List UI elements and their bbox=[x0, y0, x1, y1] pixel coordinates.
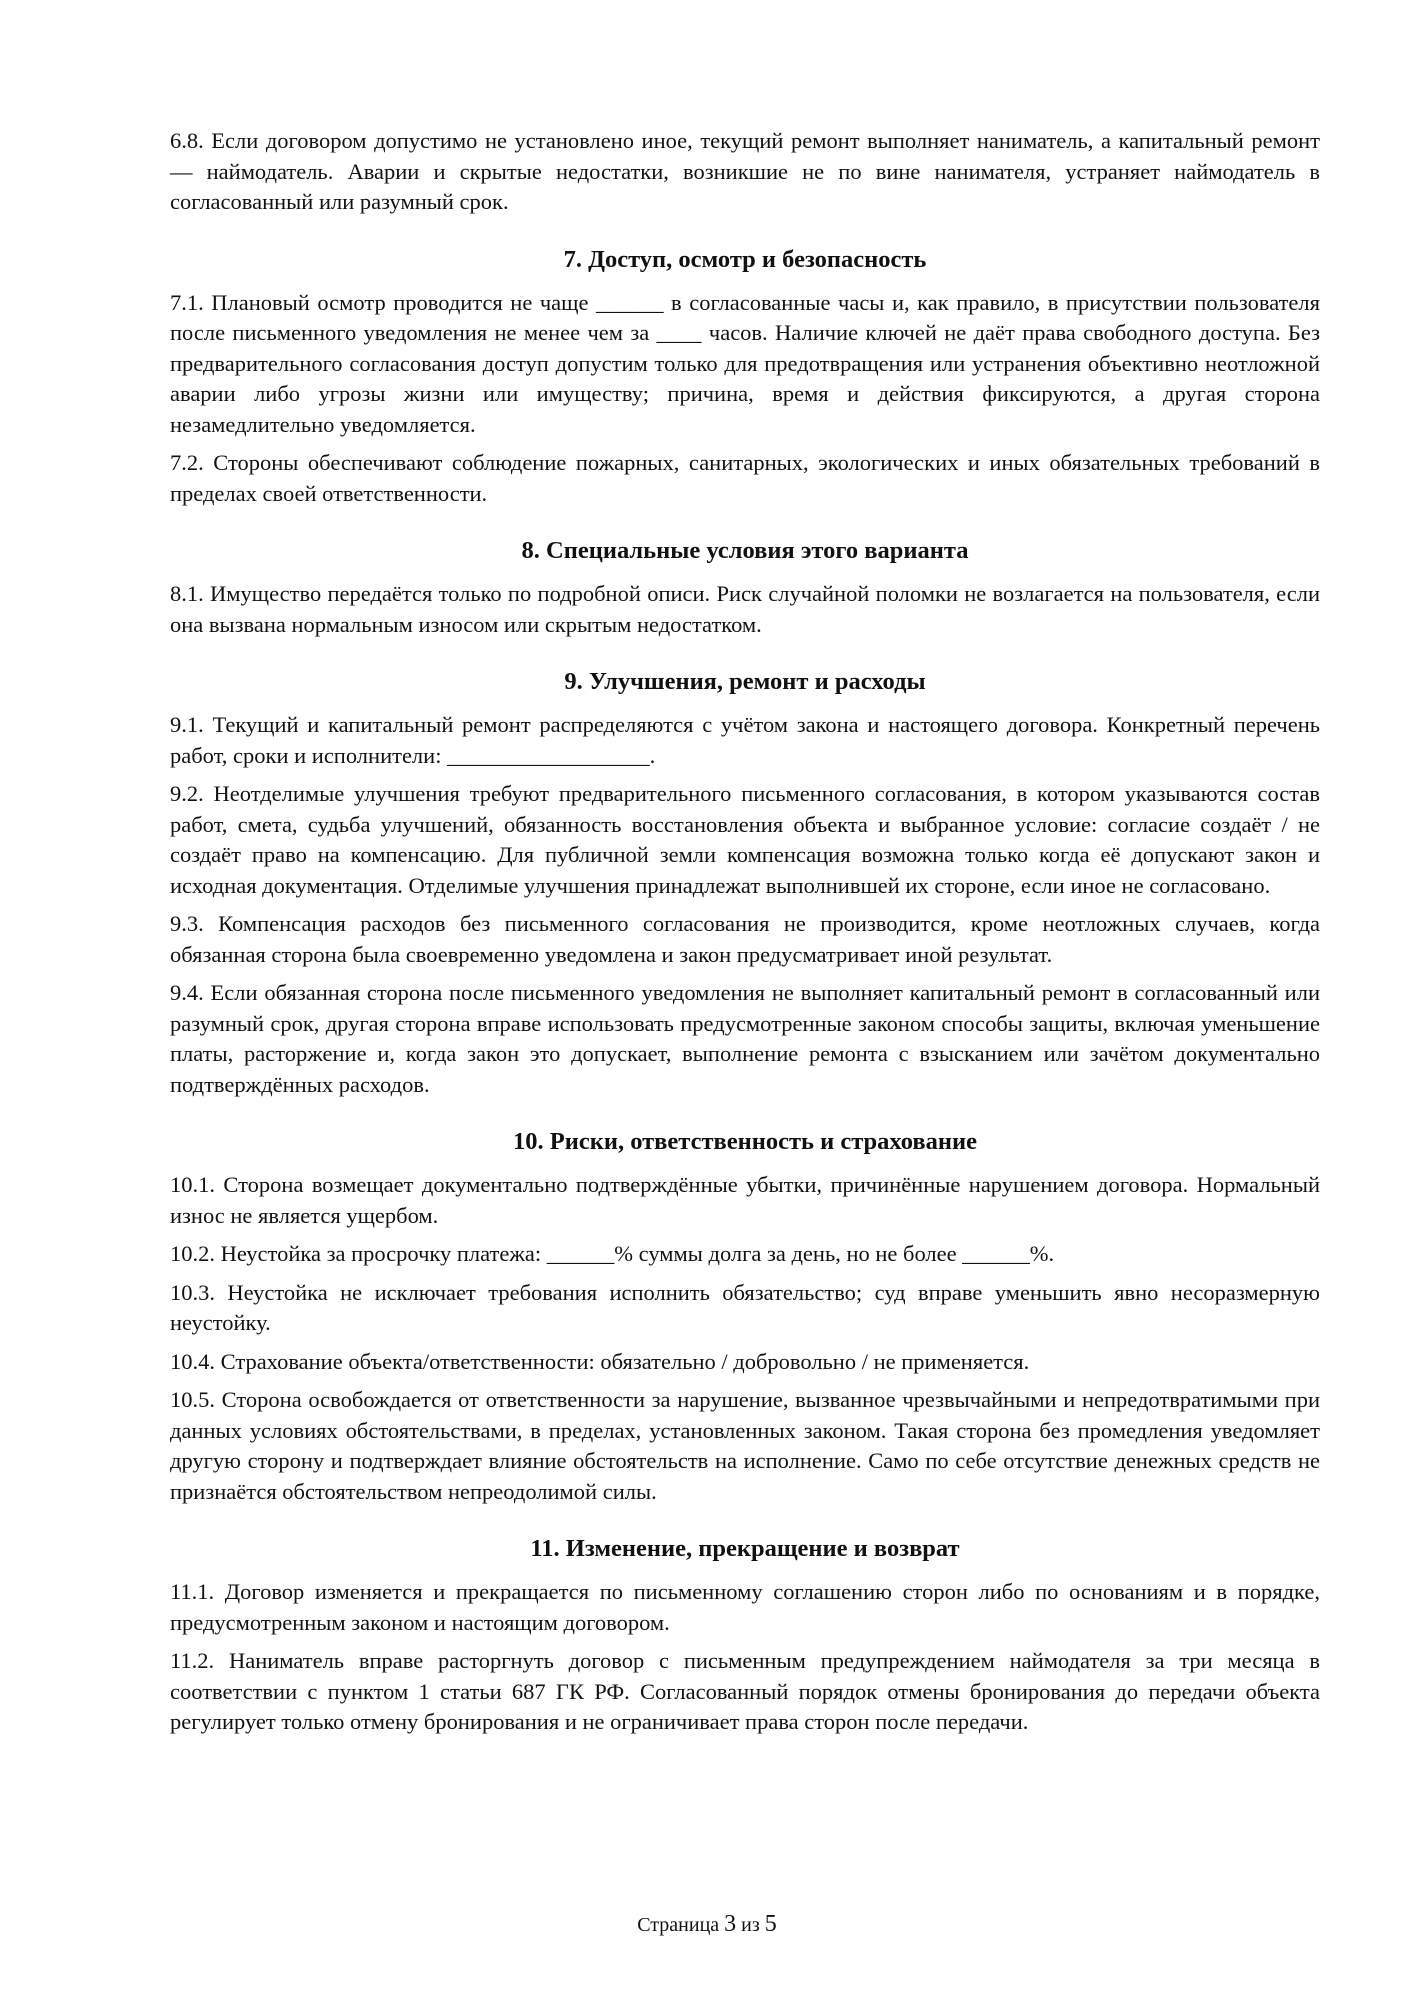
document-page bbox=[170, 126, 1320, 1746]
clause-9-4: 9.4. Если обязанная сторона после письменного уведомления не выполняет капитальный ремонт в согласованный или разумный срок, другая сторона вправе использовать предусмотренные законом способы защиты, включая уменьшение платы, расторжение и, когда закон это допускает, выполнение ремонта с взысканием или зачётом документально подтверждённых расходов. bbox=[170, 980, 1320, 1097]
section-heading-7: 7. Доступ, осмотр и безопасность bbox=[563, 245, 927, 273]
clause-11-2: 11.2. Наниматель вправе расторгнуть договор с письменным предупреждением наймодателя за три месяца в соответствии с пунктом 1 статьи 687 ГК РФ. Согласованный порядок отмены бронирования до передачи объекта регулирует только отмену бронирования и не ограничивает права сторон после передачи. bbox=[170, 1648, 1320, 1734]
clause-9-3: 9.3. Компенсация расходов без письменного согласования не производится, кроме неотложных случаев, когда обязанная сторона была своевременно уведомлена и закон предусматривает иной результат. bbox=[170, 911, 1320, 967]
clause-9-1: 9.1. Текущий и капитальный ремонт распределяются с учётом закона и настоящего договора. Конкретный перечень работ, сроки и исполнители: __________________. bbox=[170, 712, 1320, 768]
page-label: Страница bbox=[637, 1914, 720, 1936]
clause-10-5: 10.5. Сторона освобождается от ответственности за нарушение, вызванное чрезвычайными и непредотвратимыми при данных условиях обстоятельствами, в пределах, установленных законом. Такая сторона без промедления уведомляет другую сторону и подтверждает влияние обстоятельств на исполнение. Само по себе отсутствие денежных средств не признаётся обстоятельством непреодолимой силы. bbox=[170, 1387, 1320, 1504]
clause-10-3: 10.3. Неустойка не исключает требования исполнить обязательство; суд вправе уменьшить явно несоразмерную неустойку. bbox=[170, 1279, 1320, 1335]
section-9 bbox=[170, 666, 1320, 1100]
section-11 bbox=[170, 1533, 1320, 1738]
page-footer bbox=[0, 1910, 1414, 1939]
clause-6-8: 6.8. Если договором допустимо не установлено иное, текущий ремонт выполняет наниматель, а капитальный ремонт — наймодатель. Аварии и скрытые недостатки, возникшие не по вине нанимателя, устраняет наймодатель в согласованный или разумный срок. bbox=[170, 128, 1320, 214]
page-number: 3 bbox=[724, 1911, 737, 1937]
clause-9-2: 9.2. Неотделимые улучшения требуют предварительного письменного согласования, в котором указываются состав работ, смета, судьба улучшений, обязанность восстановления объекта и выбранное условие: согласие создаёт / не создаёт право на компенсацию. Для публичной земли компенсация возможна только когда её допускают закон и исходная документация. Отделимые улучшения принадлежат выполнившей их стороне, если иное не согласовано. bbox=[170, 781, 1320, 898]
clause-10-2: 10.2. Неустойка за просрочку платежа: ______% суммы долга за день, но не более ______%. bbox=[170, 1241, 1055, 1266]
clause-7-1: 7.1. Плановый осмотр проводится не чаще ______ в согласованные часы и, как правило, в присутствии пользователя после письменного уведомления не менее чем за ____ часов. Наличие ключей не даёт права свободного доступа. Без предварительного согласования доступ допустим только для предотвращения или устранения объективно неотложной аварии либо угрозы жизни или имуществу; причина, время и действия фиксируются, а другая сторона незамедлительно уведомляется. bbox=[170, 289, 1320, 437]
section-heading-11: 11. Изменение, прекращение и возврат bbox=[530, 1535, 960, 1562]
page-total: 5 bbox=[764, 1911, 777, 1937]
section-7 bbox=[170, 244, 1320, 510]
section-6-tail bbox=[170, 126, 1320, 218]
page-separator: из bbox=[741, 1914, 760, 1936]
section-8 bbox=[170, 535, 1320, 640]
clause-7-2: 7.2. Стороны обеспечивают соблюдение пожарных, санитарных, экологических и иных обязательных требований в пределах своей ответственности. bbox=[170, 450, 1320, 506]
clause-11-1: 11.1. Договор изменяется и прекращается по письменному соглашению сторон либо по основаниям и в порядке, предусмотренным законом и настоящим договором. bbox=[170, 1579, 1320, 1635]
section-10 bbox=[170, 1126, 1320, 1507]
clause-8-1: 8.1. Имущество передаётся только по подробной описи. Риск случайной поломки не возлагается на пользователя, если она вызвана нормальным износом или скрытым недостатком. bbox=[170, 581, 1320, 637]
section-heading-8: 8. Специальные условия этого варианта bbox=[521, 537, 969, 564]
section-heading-9: 9. Улучшения, ремонт и расходы bbox=[564, 668, 926, 695]
section-heading-10: 10. Риски, ответственность и страхование bbox=[513, 1128, 977, 1155]
clause-10-4: 10.4. Страхование объекта/ответственности: обязательно / добровольно / не применяется. bbox=[170, 1348, 1030, 1374]
clause-10-1: 10.1. Сторона возмещает документально подтверждённые убытки, причинённые нарушением договора. Нормальный износ не является ущербом. bbox=[170, 1172, 1320, 1228]
